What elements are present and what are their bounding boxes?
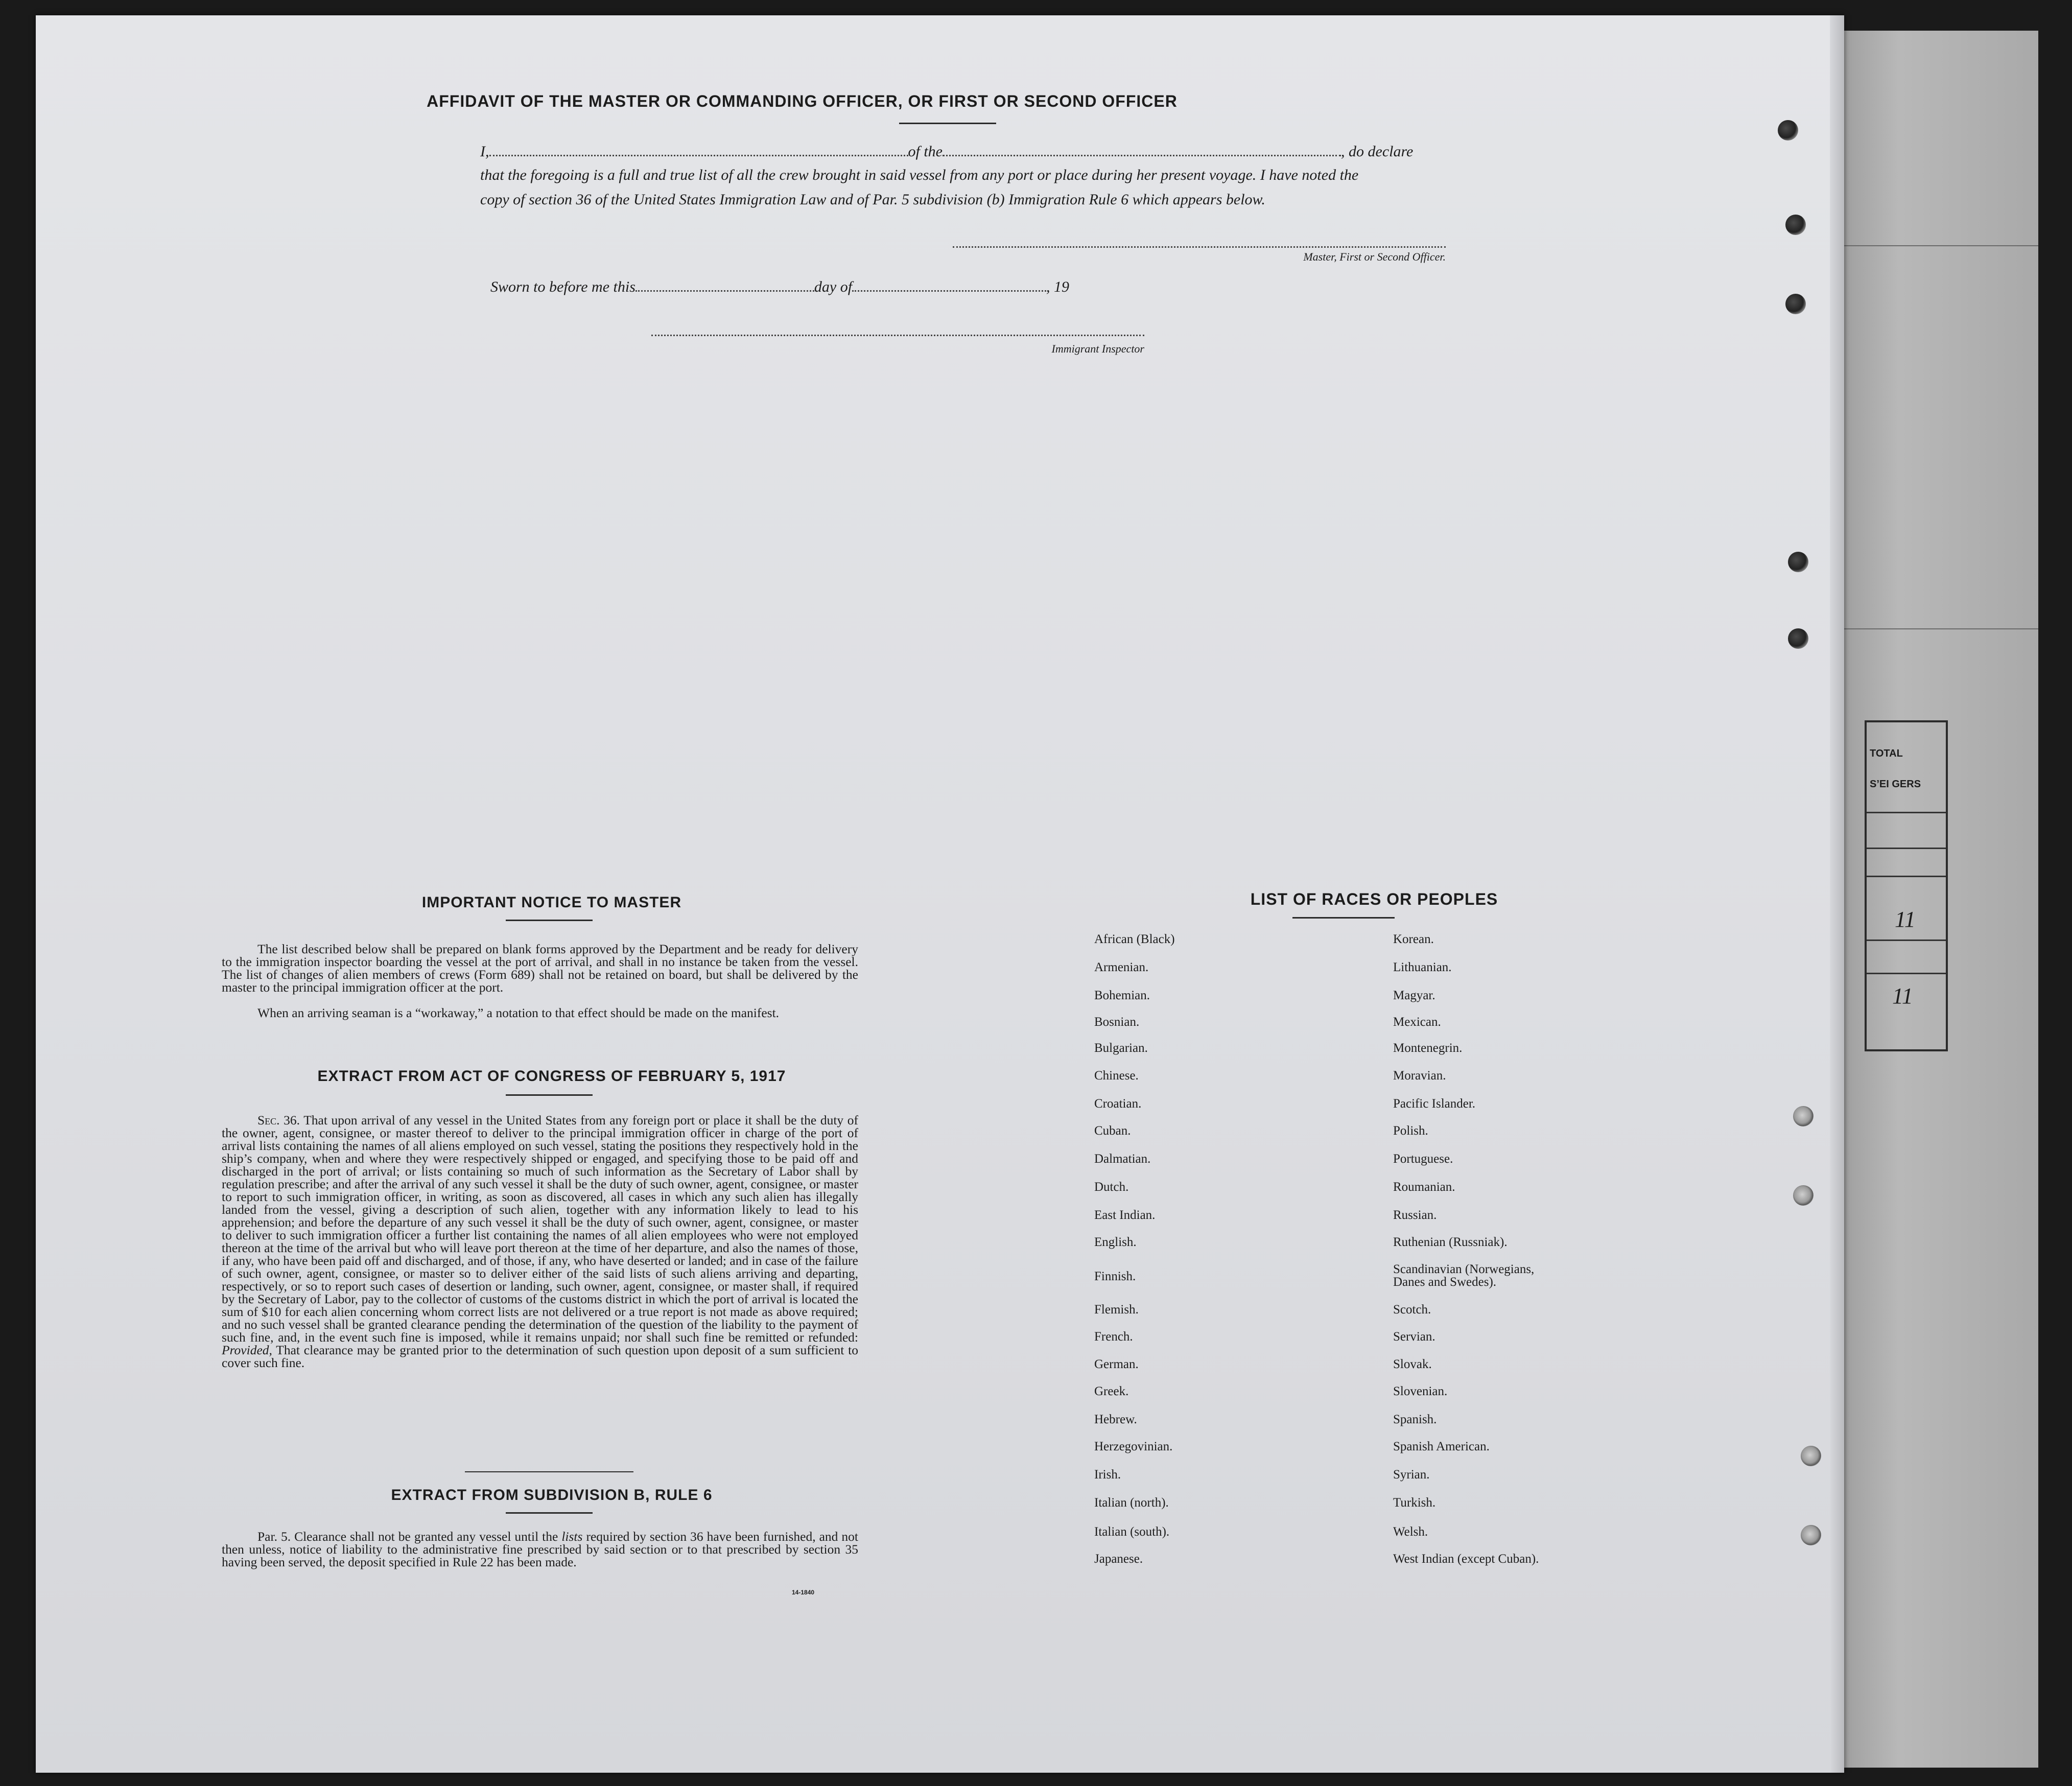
affidavit-do-declare: , do declare bbox=[1341, 143, 1414, 160]
race-item: Mexican. bbox=[1393, 1015, 1441, 1029]
race-item: Spanish American. bbox=[1393, 1440, 1490, 1453]
race-item: Magyar. bbox=[1393, 989, 1435, 1002]
race-item: Roumanian. bbox=[1393, 1180, 1455, 1194]
inspector-caption: Immigrant Inspector bbox=[1051, 342, 1144, 355]
race-item: Japanese. bbox=[1094, 1552, 1143, 1566]
extract-rule-title: EXTRACT FROM SUBDIVISION B, RULE 6 bbox=[391, 1487, 713, 1503]
day-of-text: day of bbox=[814, 278, 853, 295]
sworn-line bbox=[490, 278, 1069, 296]
race-item: Spanish. bbox=[1393, 1413, 1437, 1426]
binder-hole bbox=[1788, 628, 1808, 649]
race-item: Italian (south). bbox=[1094, 1525, 1170, 1539]
race-item: Korean. bbox=[1393, 932, 1434, 946]
binder-hole bbox=[1801, 1446, 1821, 1466]
race-item: Ruthenian (Russniak). bbox=[1393, 1235, 1508, 1249]
section-text-end: That clearance may be granted prior to the determination of such question upon deposit of a sum sufficient to cover such fine. bbox=[222, 1343, 858, 1370]
binder-hole bbox=[1793, 1106, 1814, 1126]
race-item: Servian. bbox=[1393, 1330, 1435, 1344]
race-item: Scotch. bbox=[1393, 1303, 1431, 1317]
notice-paragraph-2: When an arriving seaman is a “workaway,” a notation to that effect should be made on the manifest. bbox=[257, 1005, 780, 1020]
race-item: Montenegrin. bbox=[1393, 1041, 1463, 1055]
master-signature-line bbox=[953, 246, 1446, 248]
race-item: Lithuanian. bbox=[1393, 960, 1452, 974]
binder-hole bbox=[1801, 1525, 1821, 1545]
race-item: French. bbox=[1094, 1330, 1133, 1344]
race-item: Welsh. bbox=[1393, 1525, 1428, 1539]
race-item: Moravian. bbox=[1393, 1069, 1446, 1083]
race-item: Scandinavian (Norwegians, Danes and Swedes). bbox=[1393, 1262, 1535, 1289]
stamp-mark-2: 11 bbox=[1892, 983, 1913, 1008]
manifest-page bbox=[36, 15, 1844, 1773]
race-item: Dalmatian. bbox=[1094, 1152, 1151, 1166]
provided-word: Provided, bbox=[222, 1343, 272, 1357]
page-edge bbox=[1830, 15, 1844, 1773]
section-label: Sec. 36. bbox=[257, 1113, 300, 1127]
races-title: LIST OF RACES OR PEOPLES bbox=[1250, 890, 1498, 908]
master-caption: Master, First or Second Officer. bbox=[1303, 250, 1446, 263]
binder-hole bbox=[1785, 294, 1806, 314]
binder-hole bbox=[1785, 215, 1806, 235]
race-item: Russian. bbox=[1393, 1208, 1437, 1222]
race-item: Hebrew. bbox=[1094, 1413, 1137, 1426]
race-item: Finnish. bbox=[1094, 1270, 1136, 1283]
race-item: Greek. bbox=[1094, 1384, 1129, 1398]
passenger-total-stamp bbox=[1865, 720, 1948, 1051]
notice-title: IMPORTANT NOTICE TO MASTER bbox=[421, 894, 682, 911]
stamp-total-label: TOTAL bbox=[1870, 748, 1903, 759]
race-item: Chinese. bbox=[1094, 1069, 1139, 1083]
race-item: East Indian. bbox=[1094, 1208, 1156, 1222]
race-item: Slovenian. bbox=[1393, 1384, 1448, 1398]
form-number: 14-1840 bbox=[792, 1589, 815, 1596]
race-item: Bohemian. bbox=[1094, 989, 1150, 1002]
race-item: Turkish. bbox=[1393, 1496, 1436, 1510]
race-item: Armenian. bbox=[1094, 960, 1149, 974]
race-item: German. bbox=[1094, 1357, 1139, 1371]
stamp-passengers-label: S’EI GERS bbox=[1870, 779, 1921, 790]
inspector-signature-line bbox=[651, 335, 1144, 336]
rule-text-a: Par. 5. Clearance shall not be granted any vessel until the bbox=[257, 1529, 558, 1544]
extract-act-text bbox=[222, 1114, 858, 1369]
race-item: Croatian. bbox=[1094, 1097, 1142, 1111]
affidavit-i: I, bbox=[480, 143, 489, 160]
race-item: Cuban. bbox=[1094, 1124, 1131, 1138]
sworn-text: Sworn to before me this bbox=[490, 278, 635, 295]
race-item: Slovak. bbox=[1393, 1357, 1432, 1371]
year-text: , 19 bbox=[1046, 278, 1070, 295]
race-item: West Indian (except Cuban). bbox=[1393, 1552, 1539, 1566]
affidavit-line-1 bbox=[480, 143, 1533, 160]
binder-hole bbox=[1788, 552, 1808, 572]
section-text: That upon arrival of any vessel in the United States from any foreign port or place it shall be the duty of the owner, agent, consignee, or master thereof to deliver to the principal immigration officer in charge of the port of arrival lists containing the names of all aliens employed on such vessel, stating the positions they respectively hold in the ship’s company, when and where they were respectively shipped or engaged, and specifying those to be paid off and discharged in the port of arrival; or lists containing so much of such information as the Secretary of Labor shall by regulation prescribe; and after the arrival of any such vessel it shall be the duty of such owner, agent, consignee, or master to report to such immigration officer, in writing, as soon as discovered, all cases in which any such alien has illegally landed from the vessel, giving a description of such alien, together with any information likely to lead to his apprehension; and before the departure of any such vessel it shall be the duty of such owner, agent, consignee, or master to deliver to such immigration officer a further list containing the names of all alien employees who were not employed thereon at the time of the arrival but who will leave port thereon at the time of her departure, and also the names of those, if any, who have been paid off and discharged, and of those, if any, who have deserted or landed; and in case of the failure of such owner, agent, consignee, or master so to deliver either of the said lists of such aliens arriving and departing, respectively, or so to report such cases of desertion or landing, such owner, agent, consignee, or master shall, if required by the Secretary of Labor, pay to the collector of customs of the customs district in which the port of arrival is located the sum of $10 for each alien concerning whom correct lists are not delivered or a true report is not made as above required; and no such vessel shall be granted clearance pending the determination of the question of the liability to the payment of such fine, and, in the event such fine is imposed, while it remains unpaid; nor shall such fine be remitted or refunded: bbox=[222, 1113, 858, 1345]
race-item: Bosnian. bbox=[1094, 1015, 1140, 1029]
race-item: Portuguese. bbox=[1393, 1152, 1453, 1166]
race-item: Italian (north). bbox=[1094, 1496, 1169, 1510]
rule-lists-word: lists bbox=[561, 1529, 583, 1544]
race-item: Irish. bbox=[1094, 1468, 1121, 1482]
race-item: Polish. bbox=[1393, 1124, 1428, 1138]
affidavit-line-2: that the foregoing is a full and true list of all the crew brought in said vessel from any port or place during her present voyage. I have noted the bbox=[480, 167, 1359, 183]
rule-text-b: required by section 36 have been furnished, and not then unless, notice of liability to the administrative fine prescribed by said section or to that prescribed by section 35 having been served, the deposit specified in Rule 22 has been made. bbox=[222, 1529, 858, 1569]
race-item: Herzegovinian. bbox=[1094, 1440, 1173, 1453]
extract-act-title: EXTRACT FROM ACT OF CONGRESS OF FEBRUARY 5, 1917 bbox=[317, 1068, 786, 1085]
race-item: Dutch. bbox=[1094, 1180, 1129, 1194]
extract-rule-text bbox=[222, 1530, 858, 1568]
race-item: African (Black) bbox=[1094, 932, 1175, 946]
race-item: Syrian. bbox=[1393, 1468, 1430, 1482]
binder-hole bbox=[1778, 120, 1798, 140]
stamp-mark-1: 11 bbox=[1895, 907, 1916, 932]
race-item: Bulgarian. bbox=[1094, 1041, 1148, 1055]
notice-paragraph-1: The list described below shall be prepared on blank forms approved by the Department and be ready for delivery to the immigration inspector boarding the vessel at the port of arrival, and shall in no instance be taken from the vessel. The list of changes of alien members of crews (Form 689) shall not be retained on board, but shall be delivered by the master to the principal immigration officer at the port. bbox=[222, 942, 858, 995]
affidavit-of-the: of the bbox=[908, 143, 943, 160]
binder-hole bbox=[1793, 1185, 1814, 1206]
race-item: English. bbox=[1094, 1235, 1137, 1249]
affidavit-title: AFFIDAVIT OF THE MASTER OR COMMANDING OFFICER, OR FIRST OR SECOND OFFICER bbox=[427, 92, 1178, 110]
affidavit-line-3: copy of section 36 of the United States Immigration Law and of Par. 5 subdivision (b) Immigration Rule 6 which appears below. bbox=[480, 191, 1265, 208]
race-item: Pacific Islander. bbox=[1393, 1097, 1476, 1111]
race-item: Flemish. bbox=[1094, 1303, 1139, 1317]
